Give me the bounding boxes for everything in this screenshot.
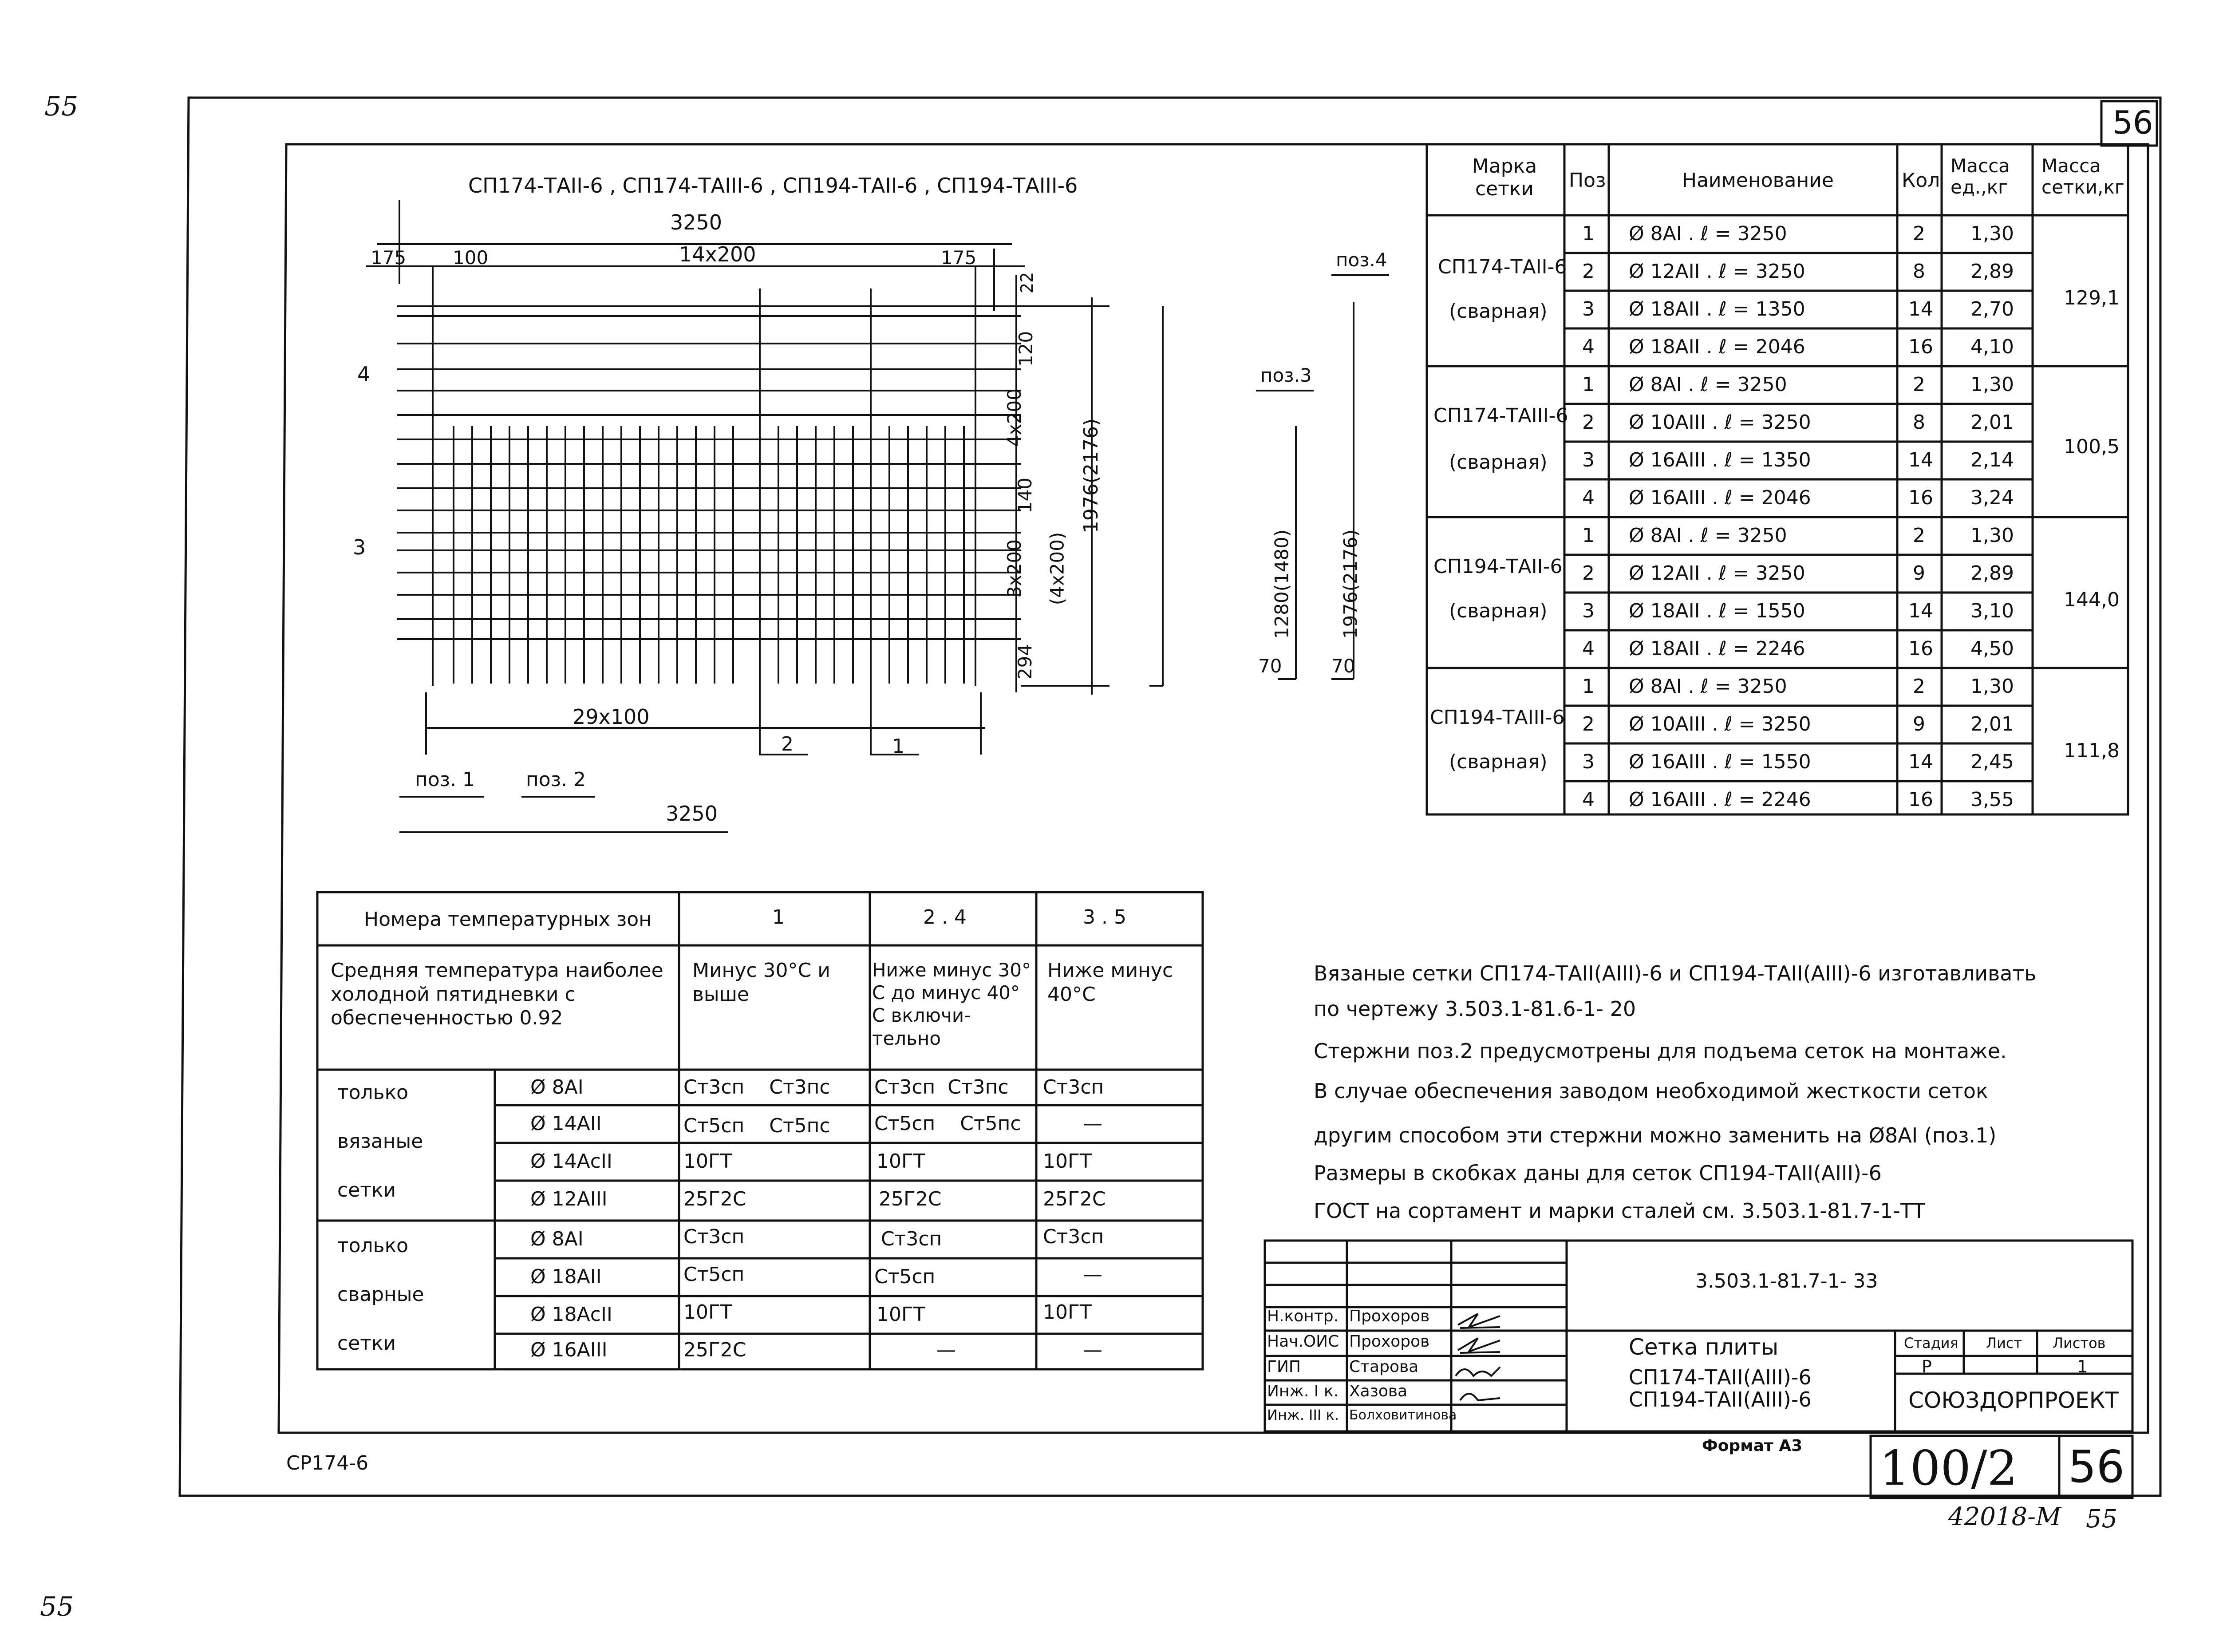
zone-1-value: Ст5сп Ст5пс [683,1115,830,1137]
poz-3-length: 1280(1480) [1271,529,1293,639]
bottom-left-code: СР174-6 [286,1452,369,1474]
zone-1-value: 25Г2С [683,1339,746,1361]
spec-qty: 2 [1913,675,1925,698]
spec-name: Ø 12АII . ℓ = 3250 [1629,562,1805,585]
dim-14x200: 14x200 [679,242,756,266]
dim-175-left: 175 [371,247,407,269]
spec-poz: 1 [1582,373,1595,396]
temp-group-label: вязаные [337,1130,423,1153]
spec-name: Ø 12АII . ℓ = 3250 [1629,260,1805,283]
spec-mass: 3,24 [1970,486,2014,509]
role-label: Инж. III к. [1267,1407,1339,1423]
poz-4-length: 1976(2176) [1339,529,1362,639]
person-name: Прохоров [1349,1307,1430,1325]
spec-mass: 1,30 [1970,675,2014,698]
dim-height: 1976(2176) [1080,418,1103,534]
dim-4x200: 4x200 [1003,388,1025,447]
note-line: по чертежу 3.503.1-81.6-1- 20 [1314,997,1636,1021]
poz-4-label: поз.4 [1336,249,1387,271]
poz-2-label: поз. 2 [526,768,586,791]
title-line: СП194-ТАII(АIII)-6 [1629,1387,1812,1411]
stamp-number: 100/2 [1879,1441,2018,1496]
spec-qty: 8 [1913,260,1925,283]
zone-2-4: 2 . 4 [923,906,967,929]
zone-1-value: 10ГТ [683,1150,732,1173]
spec-poz: 4 [1582,336,1595,358]
dim-total-top: 3250 [670,210,723,234]
spec-group-total: 111,8 [2064,739,2120,762]
spec-poz: 2 [1582,260,1595,283]
drawing-title: СП174-ТАII-6 , СП174-ТАIII-6 , СП194-ТАII-6 , СП194-ТАIII-6 [468,174,1078,198]
zone-3-value: Ст3сп [1043,1225,1104,1248]
dim-4x200-paren: (4x200) [1046,532,1068,605]
spec-header-mark: Марка сетки [1472,155,1537,200]
zone-2-value: — [936,1339,956,1361]
stage-value: Р [1922,1357,1932,1376]
spec-mass: 4,50 [1970,637,2014,660]
poz-1-label: поз. 1 [415,768,475,791]
spec-poz: 3 [1582,298,1595,320]
note-line: другим способом эти стержни можно заменить на Ø8АI (поз.1) [1314,1123,1997,1147]
spec-group-type: (сварная) [1449,300,1548,323]
spec-poz: 4 [1582,788,1595,811]
steel-grade: Ø 8АI [530,1076,584,1099]
spec-header-qty: Кол [1902,169,1940,192]
dim-175-right: 175 [941,247,977,269]
spec-qty: 9 [1913,562,1925,585]
poz-4-end: 70 [1331,655,1355,677]
zone-2-value: 10ГТ [877,1150,925,1173]
spec-qty: 9 [1913,713,1925,735]
spec-poz: 2 [1582,411,1595,434]
role-label: Н.контр. [1267,1307,1339,1325]
spec-qty: 14 [1908,449,1933,471]
spec-name: Ø 8АI . ℓ = 3250 [1629,222,1787,245]
dim-bottom: 3250 [666,802,718,826]
zone-1: 1 [772,906,785,929]
role-label: Нач.ОИС [1267,1332,1339,1351]
person-name: Болховитинова [1349,1407,1457,1423]
spec-name: Ø 16АIII . ℓ = 2246 [1629,788,1811,811]
callout-2: 2 [781,733,794,755]
spec-mass: 1,30 [1970,222,2014,245]
spec-poz: 1 [1582,524,1595,547]
spec-group-mark: СП174-ТАIII-6 [1433,404,1568,427]
spec-qty: 14 [1908,298,1933,320]
signatures [1451,1309,1567,1429]
dim-29x100: 29x100 [573,705,650,729]
steel-grade: Ø 16АIII [530,1339,608,1361]
spec-mass: 4,10 [1970,336,2014,358]
zone-3-value: — [1083,1112,1102,1135]
role-label: ГИП [1267,1358,1301,1376]
zone-3-value: 10ГТ [1043,1150,1092,1173]
spec-qty: 14 [1908,600,1933,622]
zone-3-5: 3 . 5 [1083,906,1126,929]
stage-label: Стадия [1904,1335,1958,1352]
handwritten-ref: 42018-М [1948,1502,2061,1531]
steel-grade: Ø 12АIII [530,1188,608,1210]
temp-group-label: сетки [337,1332,396,1355]
spec-poz: 3 [1582,751,1595,773]
bar-label-4: 4 [357,362,371,386]
zone-temp-2: Ниже минус 30° С до минус 40° С включи-тельно [872,959,1031,1049]
temp-group-label: только [337,1234,409,1257]
steel-grade: Ø 18АсII [530,1303,612,1326]
avg-temp-label: Средняя температура наиболее холодной пятидневки с обеспеченностью 0.92 [331,959,663,1030]
spec-mass: 2,89 [1970,562,2014,585]
spec-poz: 1 [1582,222,1595,245]
handwritten-page: 55 [2086,1505,2118,1533]
spec-qty: 14 [1908,751,1933,773]
spec-name: Ø 16АIII . ℓ = 1550 [1629,751,1811,773]
spec-poz: 4 [1582,486,1595,509]
zone-2-value: Ст5сп Ст5пс [874,1112,1021,1135]
zone-temp-1: Минус 30°С и выше [692,959,830,1006]
title-line: СП174-ТАII(АIII)-6 [1629,1365,1812,1389]
spec-poz: 3 [1582,449,1595,471]
note-line: Стержни поз.2 предусмотрены для подъема сеток на монтаже. [1314,1039,2007,1063]
steel-grade: Ø 14АсII [530,1150,612,1173]
spec-name: Ø 18АII . ℓ = 2246 [1629,637,1805,660]
spec-name: Ø 10АIII . ℓ = 3250 [1629,713,1811,735]
spec-name: Ø 18АII . ℓ = 2046 [1629,336,1805,358]
spec-group-total: 144,0 [2064,589,2120,611]
note-line: Размеры в скобках даны для сеток СП194-ТАII(АIII)-6 [1314,1161,1882,1185]
bar-label-3: 3 [353,535,366,559]
zone-1-value: Ст3сп [683,1225,745,1248]
spec-group-total: 100,5 [2064,435,2120,458]
corner-mark-top: 55 [44,91,79,122]
spec-name: Ø 8АI . ℓ = 3250 [1629,524,1787,547]
callout-1: 1 [892,735,904,758]
spec-name: Ø 18АII . ℓ = 1550 [1629,600,1805,622]
format-label: Формат А3 [1702,1437,1803,1455]
zone-temp-3: Ниже минус 40°С [1047,959,1173,1006]
spec-qty: 16 [1908,788,1933,811]
note-line: В случае обеспечения заводом необходимой жесткости сеток [1314,1079,1988,1103]
zone-2-value: 10ГТ [877,1303,925,1326]
dim-3x200: 3x200 [1003,539,1025,598]
spec-qty: 2 [1913,373,1925,396]
spec-group-mark: СП194-ТАIII-6 [1430,706,1565,729]
note-line: ГОСТ на сортамент и марки сталей см. 3.503.1-81.7-1-ТТ [1314,1199,1926,1223]
organization: СОЮЗДОРПРОЕКТ [1908,1387,2119,1413]
zone-2-value: Ст3сп Ст3пс [874,1076,1009,1099]
spec-name: Ø 8АI . ℓ = 3250 [1629,675,1787,698]
poz-3-end: 70 [1258,655,1282,677]
person-name: Хазова [1349,1382,1408,1400]
dim-140: 140 [1014,477,1036,514]
spec-group-type: (сварная) [1449,600,1548,622]
steel-grade: Ø 18АII [530,1265,602,1288]
zone-1-value: 25Г2С [683,1188,746,1210]
dim-22: 22 [1017,272,1037,294]
temp-group-label: сетки [337,1179,396,1201]
mesh-drawing [366,200,1389,832]
spec-name: Ø 16АIII . ℓ = 2046 [1629,486,1811,509]
spec-qty: 2 [1913,524,1925,547]
zone-1-value: Ст5сп [683,1263,745,1286]
spec-mass: 2,89 [1970,260,2014,283]
steel-grade: Ø 14АII [530,1112,602,1135]
poz-3-label: поз.3 [1260,364,1312,386]
spec-poz: 3 [1582,600,1595,622]
spec-mass: 1,30 [1970,373,2014,396]
corner-mark-bottom: 55 [40,1591,74,1622]
person-name: Старова [1349,1358,1419,1376]
sheets-label: Листов [2053,1335,2106,1352]
spec-qty: 16 [1908,486,1933,509]
spec-mass: 2,70 [1970,298,2014,320]
stamp-page: 56 [2068,1441,2125,1493]
spec-mass: 3,10 [1970,600,2014,622]
zone-3-value: Ст3сп [1043,1076,1104,1099]
dimension-lines [366,200,1110,832]
spec-header-mass-total: Масса сетки,кг [2041,155,2124,198]
dim-120: 120 [1015,331,1037,367]
spec-qty: 16 [1908,637,1933,660]
spec-group-type: (сварная) [1449,451,1548,474]
title-line: Сетка плиты [1629,1334,1779,1360]
zone-3-value: — [1083,1263,1102,1286]
temp-group-label: только [337,1081,409,1104]
spec-poz: 1 [1582,675,1595,698]
spec-mass: 2,14 [1970,449,2014,471]
spec-name: Ø 16АIII . ℓ = 1350 [1629,449,1811,471]
spec-header-mass-unit: Масса ед.,кг [1951,155,2010,198]
spec-header-name: Наименование [1682,169,1834,192]
temp-header-label: Номера температурных зон [364,908,651,931]
spec-mass: 3,55 [1970,788,2014,811]
person-name: Прохоров [1349,1332,1430,1351]
doc-code: 3.503.1-81.7-1- 33 [1695,1270,1878,1292]
spec-name: Ø 8АI . ℓ = 3250 [1629,373,1787,396]
spec-poz: 2 [1582,562,1595,585]
spec-qty: 2 [1913,222,1925,245]
spec-mass: 2,01 [1970,713,2014,735]
zone-2-value: 25Г2С [879,1188,942,1210]
spec-poz: 4 [1582,637,1595,660]
spec-mass: 2,45 [1970,751,2014,773]
zone-2-value: Ст5сп [874,1265,936,1288]
spec-group-mark: СП194-ТАII-6 [1433,555,1563,578]
dim-294: 294 [1014,644,1036,680]
spec-qty: 16 [1908,336,1933,358]
page-number-top: 56 [2112,104,2153,141]
role-label: Инж. I к. [1267,1382,1339,1400]
spec-group-type: (сварная) [1449,751,1548,773]
spec-mass: 1,30 [1970,524,2014,547]
spec-group-mark: СП174-ТАII-6 [1438,256,1567,278]
temp-group-label: сварные [337,1283,424,1306]
spec-header-poz: Поз [1569,169,1606,192]
zone-1-value: Ст3сп Ст3пс [683,1076,830,1099]
zone-3-value: — [1083,1339,1102,1361]
spec-qty: 8 [1913,411,1925,434]
sheet-label: Лист [1986,1335,2022,1352]
zone-3-value: 25Г2С [1043,1188,1106,1210]
spec-mass: 2,01 [1970,411,2014,434]
zone-2-value: Ст3сп [881,1228,942,1250]
dim-100: 100 [453,247,489,269]
spec-name: Ø 10АIII . ℓ = 3250 [1629,411,1811,434]
spec-poz: 2 [1582,713,1595,735]
spec-name: Ø 18АII . ℓ = 1350 [1629,298,1805,320]
zone-3-value: 10ГТ [1043,1301,1092,1324]
steel-grade: Ø 8АI [530,1228,584,1250]
spec-group-total: 129,1 [2064,287,2120,309]
zone-1-value: 10ГТ [683,1301,732,1324]
sheets-value: 1 [2077,1357,2088,1376]
note-line: Вязаные сетки СП174-ТАII(АIII)-6 и СП194-ТАII(АIII)-6 изготавливать [1314,961,2037,985]
